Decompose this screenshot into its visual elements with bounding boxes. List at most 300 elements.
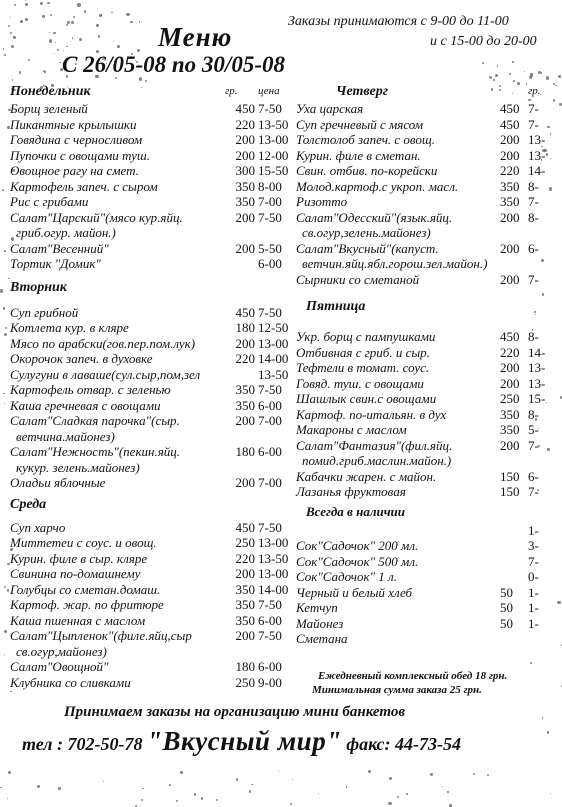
dish-weight: 350 xyxy=(235,194,255,209)
dish-name: Шашлык свин.с овощами xyxy=(296,391,437,406)
noise-speck xyxy=(10,17,11,18)
noise-speck xyxy=(530,662,531,663)
noise-speck xyxy=(8,25,10,27)
dish-price: 14- xyxy=(528,163,546,178)
day-title-thursday: Четверг xyxy=(336,84,388,99)
noise-speck xyxy=(497,65,498,66)
dish-weight: 350 xyxy=(235,612,255,628)
dish-weight: 180 xyxy=(235,444,255,459)
noise-speck xyxy=(73,16,75,18)
dish-weight: 200 xyxy=(235,335,255,351)
menu-item xyxy=(10,148,300,164)
noise-speck xyxy=(442,786,443,787)
dish-price: 8- xyxy=(528,329,539,344)
noise-speck xyxy=(318,793,320,795)
noise-speck xyxy=(346,786,348,788)
dish-name: Майонез xyxy=(296,615,344,631)
noise-speck xyxy=(292,779,293,780)
menu-item xyxy=(296,329,558,345)
noise-speck xyxy=(201,797,204,800)
dish-weight: 450 xyxy=(235,101,255,116)
noise-speck xyxy=(54,53,55,54)
dish-price: 9-00 xyxy=(258,674,282,690)
dish-description-cont: помид.гриб.маслин.майон.) xyxy=(302,453,452,468)
menu-item xyxy=(296,179,558,195)
dish-price: 7-50 xyxy=(258,382,282,397)
noise-speck xyxy=(50,14,52,16)
menu-item xyxy=(296,272,558,288)
dish-price: 7-00 xyxy=(258,475,282,490)
noise-speck xyxy=(98,35,100,37)
dish-price: 7- xyxy=(528,194,539,209)
dish-name: Салат"Весенний" xyxy=(10,240,109,256)
dish-price: 13-50 xyxy=(258,366,289,382)
noise-speck xyxy=(493,79,494,80)
dish-name: Салат"Сладкая парочка"(сыр. xyxy=(10,413,180,428)
noise-speck xyxy=(180,771,183,774)
dish-name: Салат"Царский"(мясо кур.яйц. xyxy=(10,209,183,225)
dish-price: 13-50 xyxy=(258,550,289,566)
fax-number: 44-73-54 xyxy=(395,734,462,754)
noise-speck xyxy=(8,771,11,774)
dish-name: Котлета кур. в кляре xyxy=(10,320,129,335)
noise-speck xyxy=(3,48,4,49)
dish-name: Борщ зеленый xyxy=(10,101,88,116)
noise-speck xyxy=(49,39,52,42)
dish-weight: 350 xyxy=(235,581,255,597)
dish-price: 1- xyxy=(528,600,539,615)
menu-item xyxy=(10,256,300,272)
dish-weight: 220 xyxy=(235,351,255,366)
menu-item xyxy=(10,520,300,536)
menu-item xyxy=(10,163,300,179)
menu-item xyxy=(10,179,300,195)
noise-speck xyxy=(278,771,279,772)
dish-price: 5-50 xyxy=(258,240,282,256)
dish-name: Говяд. туш. с овощами xyxy=(296,375,424,391)
dish-price: 6-00 xyxy=(258,256,282,271)
noise-speck xyxy=(546,76,549,79)
dish-weight: 220 xyxy=(500,344,520,360)
dish-price: 7- xyxy=(528,116,539,132)
dish-price: 7- xyxy=(528,437,539,453)
dish-price: 13-00 xyxy=(258,132,289,147)
dish-price: 13- xyxy=(528,360,546,375)
dish-weight: 220 xyxy=(235,550,255,566)
dish-name: Салат"Овощной" xyxy=(10,659,109,674)
menu-item xyxy=(10,444,300,460)
weight-col-head: гр. xyxy=(225,85,238,97)
contact-line xyxy=(22,726,461,757)
dish-weight: 350 xyxy=(500,422,520,437)
noise-speck xyxy=(59,62,61,64)
menu-item xyxy=(296,210,558,226)
noise-speck xyxy=(251,784,252,785)
dish-price: 5- xyxy=(528,422,539,437)
menu-item xyxy=(10,535,300,551)
dish-name: Укр. борщ с пампушками xyxy=(296,329,436,344)
noise-speck xyxy=(194,793,196,795)
menu-item xyxy=(10,132,300,148)
dish-weight: 350 xyxy=(500,194,520,209)
dish-price: 15-50 xyxy=(258,163,289,178)
menu-item xyxy=(296,585,558,601)
weight-col-head-right: гр. xyxy=(528,85,541,97)
menu-item xyxy=(296,469,558,485)
dish-name: Кетчуп xyxy=(296,600,338,615)
noise-speck xyxy=(96,24,99,27)
noise-speck xyxy=(53,32,56,35)
menu-item xyxy=(10,117,300,133)
dish-weight: 200 xyxy=(235,475,255,490)
menu-item xyxy=(10,336,300,352)
noise-speck xyxy=(66,24,68,26)
tel-number: 702-50-78 xyxy=(67,734,143,754)
dish-weight: 250 xyxy=(235,674,255,690)
dish-weight: 350 xyxy=(500,406,520,422)
menu-item xyxy=(10,675,300,691)
menu-item xyxy=(10,551,300,567)
noise-speck xyxy=(14,4,16,6)
dish-weight: 200 xyxy=(235,147,255,163)
dish-name: Голубцы со сметан.домаш. xyxy=(10,581,161,597)
noise-speck xyxy=(542,717,543,718)
dish-name: Молод.картоф.с укроп. масл. xyxy=(296,178,459,194)
noise-speck xyxy=(547,731,549,733)
dish-weight: 180 xyxy=(235,659,255,674)
menu-item xyxy=(296,600,558,616)
dish-name: Сок"Садочок" 200 мл. xyxy=(296,538,419,553)
menu-item xyxy=(10,413,300,429)
dish-name: Овощное рагу на смет. xyxy=(10,163,139,178)
dish-weight: 450 xyxy=(235,304,255,320)
noise-speck xyxy=(11,45,14,48)
dish-price: 8- xyxy=(528,178,539,194)
dish-weight: 150 xyxy=(500,468,520,484)
menu-item xyxy=(10,475,300,491)
noise-speck xyxy=(99,14,102,17)
noise-speck xyxy=(487,774,489,776)
dish-name: Сок"Садочок" 500 мл. xyxy=(296,553,419,569)
menu-item xyxy=(296,422,558,438)
menu-item xyxy=(296,132,558,148)
noise-speck xyxy=(40,2,43,5)
menu-dates: С 26/05-08 по 30/05-08 xyxy=(62,52,285,77)
tuesday-list xyxy=(10,305,300,491)
noise-speck xyxy=(37,785,40,788)
noise-speck xyxy=(559,103,561,105)
dish-name: Свинина по-домашнему xyxy=(10,566,141,581)
dish-description-cont: св.огур,зелень.майонез) xyxy=(302,225,431,240)
menu-item xyxy=(10,194,300,210)
dish-weight: 200 xyxy=(235,628,255,643)
dish-name: Отбивная с гриб. и сыр. xyxy=(296,344,430,360)
noise-speck xyxy=(176,800,178,802)
dish-name: Тефтели в томат. соус. xyxy=(296,360,430,375)
dish-name: Толстолоб запеч. с овощ. xyxy=(296,132,435,147)
menu-item xyxy=(296,376,558,392)
noise-speck xyxy=(509,73,511,75)
dish-weight: 200 xyxy=(500,132,520,147)
minimum-order-note: Минимальная сумма заказа 25 грн. xyxy=(312,684,482,696)
always-title: Всегда в наличии xyxy=(306,503,405,519)
dish-weight: 200 xyxy=(500,437,520,453)
menu-item xyxy=(296,438,558,454)
dish-name: Сметана xyxy=(296,631,348,646)
dish-weight: 350 xyxy=(235,382,255,397)
dish-weight: 220 xyxy=(500,163,520,178)
noise-speck xyxy=(290,803,292,805)
dish-weight: 450 xyxy=(500,329,520,344)
dish-weight: 150 xyxy=(500,484,520,499)
dish-price: 7-50 xyxy=(258,209,282,225)
dish-price: 14- xyxy=(528,344,546,360)
menu-item xyxy=(10,582,300,598)
dish-weight: 200 xyxy=(235,240,255,256)
dish-price: 13-50 xyxy=(258,116,289,132)
noise-speck xyxy=(135,805,137,807)
dish-name: Мясо по арабски(гов.пер.пом.лук) xyxy=(10,335,196,351)
menu-item xyxy=(10,320,300,336)
thursday-list xyxy=(296,101,558,287)
noise-speck xyxy=(0,787,2,789)
dish-price: 14-00 xyxy=(258,351,289,366)
dish-price: 7- xyxy=(528,101,539,116)
dish-price: 8- xyxy=(528,209,539,225)
noise-speck xyxy=(12,79,14,81)
dish-price: 13-00 xyxy=(258,335,289,351)
noise-speck xyxy=(4,403,5,404)
fax-label: факс: xyxy=(346,734,391,754)
dish-weight: 50 xyxy=(500,600,513,615)
noise-speck xyxy=(530,73,533,76)
dish-price: 13- xyxy=(528,132,546,147)
menu-item xyxy=(296,538,558,554)
left-column xyxy=(10,84,300,690)
noise-speck xyxy=(25,0,26,1)
noise-speck xyxy=(10,691,12,693)
noise-speck xyxy=(513,80,515,82)
noise-speck xyxy=(249,790,251,792)
menu-item xyxy=(296,554,558,570)
noise-speck xyxy=(3,307,6,310)
day-title-friday: Пятница xyxy=(306,299,366,314)
menu-item xyxy=(296,101,558,117)
noise-speck xyxy=(126,13,129,16)
noise-speck xyxy=(77,3,80,6)
dish-name: Картофель запеч. с сыром xyxy=(10,178,158,194)
dish-weight: 350 xyxy=(235,178,255,194)
dish-description-cont: ветчин.яйц.ябл.горош.зел.майон.) xyxy=(302,256,488,271)
dish-weight: 200 xyxy=(235,413,255,428)
noise-speck xyxy=(79,38,82,41)
menu-item xyxy=(10,101,300,117)
dish-description-cont: ветчина.майонез) xyxy=(16,428,115,444)
dish-price: 15- xyxy=(528,391,546,406)
dish-price: 12-00 xyxy=(258,147,289,163)
noise-speck xyxy=(84,10,86,12)
menu-item xyxy=(296,345,558,361)
dish-weight: 200 xyxy=(235,132,255,147)
dish-price: 7-50 xyxy=(258,597,282,612)
friday-list xyxy=(296,329,558,500)
noise-speck xyxy=(4,630,7,633)
dish-name: Суп гречневый с мясом xyxy=(296,116,424,132)
noise-speck xyxy=(397,796,399,798)
dish-description-cont: св.огур,майонез) xyxy=(16,643,107,659)
dish-price: 7-50 xyxy=(258,304,282,320)
dish-name: Суп грибной xyxy=(10,304,79,320)
always-list xyxy=(296,523,558,647)
noise-speck xyxy=(4,54,6,56)
menu-item xyxy=(10,398,300,414)
dish-name: Уха царская xyxy=(296,101,364,116)
menu-item xyxy=(296,569,558,585)
day-title-tuesday: Вторник xyxy=(10,279,67,295)
dish-name: Миттетеи с соус. и овощ. xyxy=(10,535,157,550)
noise-speck xyxy=(25,3,28,6)
dish-name: Оладьи яблочные xyxy=(10,475,106,490)
noise-speck xyxy=(524,71,525,72)
menu-item xyxy=(296,631,558,647)
noise-speck xyxy=(71,21,74,24)
dish-price: 1- xyxy=(528,584,539,600)
dish-name: Салат"Вкусный"(капуст. xyxy=(296,240,439,256)
day-title-wednesday: Среда xyxy=(10,496,47,512)
dish-name: Черный и белый хлеб xyxy=(296,584,413,600)
noise-speck xyxy=(430,773,433,776)
dish-price: 7- xyxy=(528,553,539,569)
noise-speck xyxy=(141,799,143,801)
dish-weight: 180 xyxy=(235,320,255,335)
dish-weight: 350 xyxy=(500,178,520,194)
dish-name: Суп харчо xyxy=(10,519,66,535)
noise-speck xyxy=(558,75,561,78)
noise-speck xyxy=(388,802,391,805)
dish-price: 6-00 xyxy=(258,612,282,628)
dish-name: Ризотто xyxy=(296,194,348,209)
noise-speck xyxy=(538,71,541,74)
dish-price: 13- xyxy=(528,375,546,391)
dish-price: 8- xyxy=(528,406,539,422)
menu-item xyxy=(296,616,558,632)
noise-speck xyxy=(550,793,551,794)
dish-name: Клубника со сливками xyxy=(10,674,131,690)
tel-label: тел : xyxy=(22,734,64,754)
menu-item xyxy=(296,117,558,133)
dish-weight: 200 xyxy=(500,360,520,375)
noise-speck xyxy=(142,788,143,789)
menu-item xyxy=(296,484,558,500)
dish-name: Пикантные крылышки xyxy=(10,116,137,132)
menu-item xyxy=(296,163,558,179)
dish-name: Салат"Нежность"(пекин.яйц. xyxy=(10,444,181,459)
menu-item xyxy=(10,613,300,629)
dish-weight: 50 xyxy=(500,615,513,631)
menu-item xyxy=(10,305,300,321)
noise-speck xyxy=(72,37,73,38)
noise-speck xyxy=(447,791,448,792)
noise-speck xyxy=(489,76,492,79)
dish-price: 6- xyxy=(528,468,539,484)
dish-name: Картоф. жар. по фритюре xyxy=(10,597,164,612)
dish-price: 6- xyxy=(528,240,539,256)
noise-speck xyxy=(20,20,23,23)
dish-description-cont: кукур. зелень.майонез) xyxy=(16,459,140,475)
noise-speck xyxy=(216,799,218,801)
dish-name: Курин. филе в сметан. xyxy=(296,147,421,163)
menu-item xyxy=(10,351,300,367)
dish-weight: 300 xyxy=(235,163,255,178)
dish-weight: 350 xyxy=(235,397,255,413)
dish-price: 0- xyxy=(528,569,539,584)
noise-speck xyxy=(473,773,475,775)
noise-speck xyxy=(389,777,392,780)
dish-name: Тортик "Домик" xyxy=(10,256,101,271)
dish-weight: 200 xyxy=(500,240,520,256)
noise-speck xyxy=(19,71,21,73)
menu-item xyxy=(296,391,558,407)
dish-price: 13-00 xyxy=(258,535,289,550)
noise-speck xyxy=(49,32,50,33)
dish-name: Каша пшенная с маслом xyxy=(10,612,146,628)
dish-weight: 50 xyxy=(500,584,513,600)
dish-weight: 450 xyxy=(500,116,520,132)
price-col-head: цена xyxy=(258,85,280,97)
dish-weight: 200 xyxy=(500,271,520,287)
noise-speck xyxy=(482,62,484,64)
noise-speck xyxy=(103,781,104,782)
wednesday-list xyxy=(10,520,300,691)
noise-speck xyxy=(495,74,498,77)
dish-name: Окорочок запеч. в духовке xyxy=(10,351,153,366)
noise-speck xyxy=(44,71,46,73)
noise-speck xyxy=(0,289,3,292)
dish-name: Говядина с черносливом xyxy=(10,132,143,147)
noise-speck xyxy=(2,189,4,191)
order-hours-evening: и с 15-00 до 20-00 xyxy=(430,34,537,49)
dish-price: 8-00 xyxy=(258,178,282,194)
dish-price: 1- xyxy=(528,522,539,538)
dish-price: 13- xyxy=(528,147,546,163)
noise-speck xyxy=(145,80,147,82)
menu-item xyxy=(10,382,300,398)
complex-lunch-note: Ежедневный комплексный обед 18 грн. xyxy=(318,670,508,682)
noise-speck xyxy=(58,787,61,790)
noise-speck xyxy=(63,50,64,51)
noise-speck xyxy=(13,36,16,39)
noise-speck xyxy=(4,654,6,656)
noise-speck xyxy=(66,46,68,48)
dish-name: Салат"Одесский"(язык.яйц. xyxy=(296,209,453,225)
dish-weight: 250 xyxy=(500,391,520,406)
menu-item xyxy=(296,407,558,423)
dish-name: Кабачки жарен. с майон. xyxy=(296,468,437,484)
dish-weight: 200 xyxy=(500,209,520,225)
dish-name: Салат"Цыпленок"(филе.яйц,сыр xyxy=(10,628,192,643)
dish-name: Картоф. по-итальян. в дух xyxy=(296,406,447,422)
noise-speck xyxy=(117,45,120,48)
noise-speck xyxy=(55,42,56,43)
dish-price: 7-50 xyxy=(258,101,282,116)
day-title-monday: Понедельник xyxy=(10,84,91,99)
noise-speck xyxy=(130,21,133,24)
noise-speck xyxy=(25,18,28,21)
dish-price: 14-00 xyxy=(258,581,289,597)
dish-price: 7-00 xyxy=(258,413,282,428)
brand-name: "Вкусный мир" xyxy=(147,726,342,756)
dish-price: 3- xyxy=(528,538,539,553)
